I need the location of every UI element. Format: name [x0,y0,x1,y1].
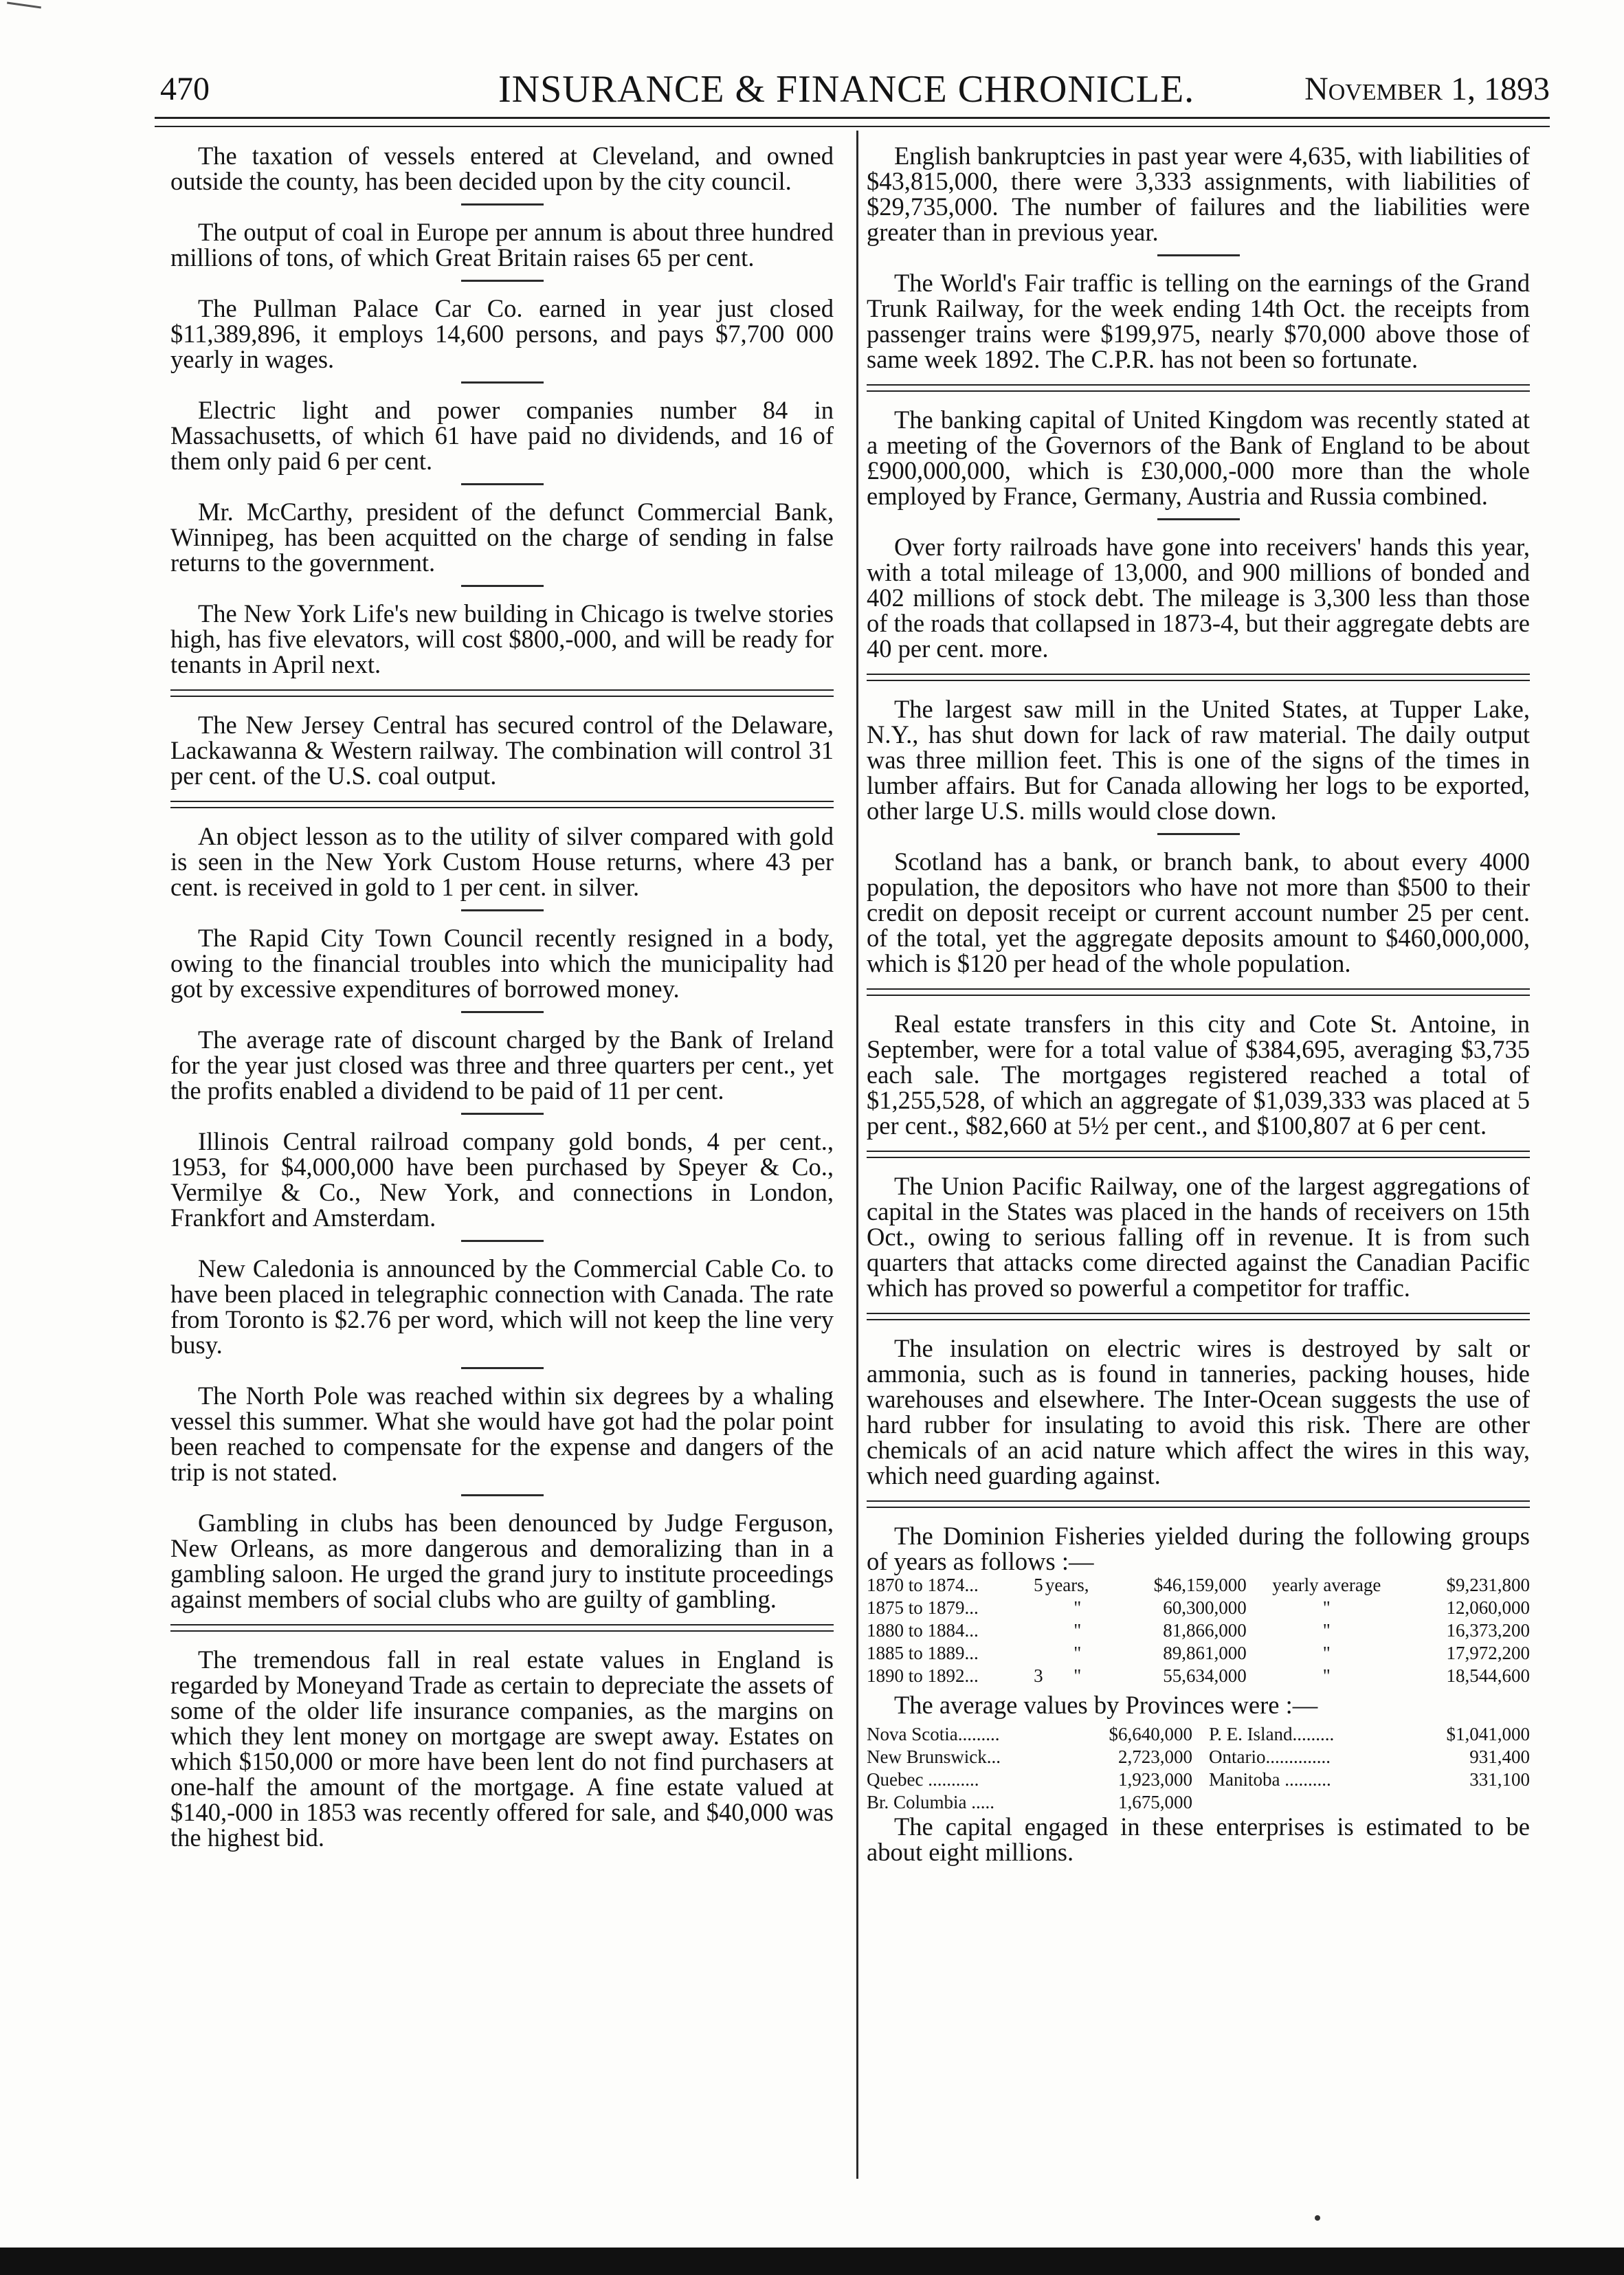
total-cell: $46,159,000 [1153,1575,1247,1595]
years-cell: 5 [1034,1575,1043,1595]
table-row [867,1597,1530,1619]
total-cell: 89,861,000 [1163,1643,1247,1663]
right-column [867,143,1530,1865]
province-value: 931,400 [1469,1746,1530,1767]
table-row [867,1768,1530,1791]
label-cell: " [1322,1620,1331,1641]
period-cell: 1870 to 1874... [867,1575,979,1595]
page-bottom-border [0,2248,1624,2275]
corner-mark [7,2,41,9]
news-item: The New York Life's new building in Chicago is twelve stories high, has five elevators, will cost $800,-000, and will be ready for tenants in April next. [170,599,834,678]
page-header [155,67,1550,122]
news-item: The tremendous fall in real estate values in England is regarded by Moneyand Trade as certain to depreciate the assets of some of the older life insurance companies, as the margins on which they lent money on mortgage are swept away. Estates on which $150,000 or more have been lent do not find purchasers at one-half the amount of the mortgage. A fine estate valued at $140,-000 in 1853 was recently offered for sale, and $40,000 was the highest bid. [170,1645,834,1852]
table-row [867,1723,1530,1746]
section-rule [867,1500,1530,1508]
fisheries-years-table [867,1574,1530,1687]
header-rule [155,117,1550,127]
average-cell: $9,231,800 [1446,1575,1530,1595]
news-item: The Pullman Palace Car Co. earned in year just closed $11,389,896, it employs 14,600 persons, and pays $7,700 000 yearly in wages. [170,294,834,373]
item-separator [461,1011,544,1013]
total-cell: 81,866,000 [1163,1620,1247,1641]
news-item: The Union Pacific Railway, one of the largest aggregations of capital in the States was placed in the hands of receivers on 15th Oct., owing to serious falling off in revenue. It is from such quarters that attacks come directed against the Canadian Pacific which has proved so powerful a competitor for traffic. [867,1172,1530,1302]
province-value [1405,1791,1530,1814]
average-cell: 12,060,000 [1446,1597,1530,1618]
total-cell: 55,634,000 [1163,1665,1247,1686]
item-separator [461,1113,544,1115]
news-item: Gambling in clubs has been denounced by Judge Ferguson, New Orleans, as more dangerous and demoralizing than in a gambling saloon. He urged the grand jury to institute proceedings against members of social clubs who are guilty of gambling. [170,1509,834,1613]
issue-date: November 1, 1893 [1304,71,1550,107]
section-rule [170,801,834,808]
period-cell: 1875 to 1879... [867,1597,979,1618]
news-item: Mr. McCarthy, president of the defunct Commercial Bank, Winnipeg, has been acquitted on the charge of sending in false returns to the government. [170,498,834,577]
news-item: The average rate of discount charged by the Bank of Ireland for the year just closed was three and three quarters per cent., yet the profits enabled a dividend to be paid of 11 per cent. [170,1025,834,1105]
news-item: The insulation on electric wires is destroyed by salt or ammonia, such as is found in tanneries, packing houses, hide warehouses and elsewhere. The Inter-Ocean suggests the use of hard rubber for insulating to avoid this risk. There are other chemicals of an acid nature which affect the wires in this way, which need guarding against. [867,1334,1530,1489]
table-row [867,1574,1530,1597]
publication-title: INSURANCE & FINANCE CHRONICLE. [498,68,1195,111]
province-name: P. E. Island......... [1209,1724,1335,1744]
item-separator [1157,518,1240,520]
province-name: New Brunswick... [867,1746,1001,1767]
years-cell: 3 [1034,1665,1043,1686]
label-cell: " [1322,1643,1331,1663]
period-cell: 1885 to 1889... [867,1643,979,1663]
news-item: The World's Fair traffic is telling on the earnings of the Grand Trunk Railway, for the week ending 14th Oct. the receipts from passenger trains were $199,975, nearly $70,000 above those of same week 1892. The C.P.R. has not been so fortunate. [867,269,1530,373]
news-item: The taxation of vessels entered at Cleveland, and owned outside the county, has been decided upon by the city council. [170,142,834,195]
average-cell: 17,972,200 [1446,1643,1530,1663]
left-column [170,143,834,1850]
period-cell: 1880 to 1884... [867,1620,979,1641]
section-rule [170,1624,834,1632]
years-cell [1032,1597,1045,1619]
news-item: The banking capital of United Kingdom was recently stated at a meeting of the Governors of the Bank of England to be about £900,000,000, which is £30,000,-000 more than the whole employed by France, Germany, Austria and Russia combined. [867,406,1530,510]
years-cell [1032,1619,1045,1642]
average-cell: 16,373,200 [1446,1620,1530,1641]
province-name: Ontario.............. [1209,1746,1331,1767]
label-cell: " [1322,1597,1331,1618]
province-value: 2,723,000 [1118,1746,1193,1767]
table-row [867,1619,1530,1642]
province-name: Br. Columbia ..... [867,1792,995,1812]
province-name: Nova Scotia......... [867,1724,1000,1744]
unit-cell: years, [1045,1575,1089,1595]
news-item: The largest saw mill in the United States, at Tupper Lake, N.Y., has shut down for lack of raw material. The daily output was three million feet. This is one of the signs of the times in lumber affairs. But for Canada allowing her logs to be exported, other large U.S. mills would close down. [867,695,1530,825]
news-item: Scotland has a bank, or branch bank, to about every 4000 population, the depositors who have not more than $500 to their credit on deposit receipt or current account number 25 per cent. of the total, yet the aggregate deposits amount to $460,000,000, which is $120 per head of the whole population. [867,847,1530,977]
item-separator [461,381,544,384]
section-rule [867,674,1530,681]
item-separator [461,585,544,587]
item-separator [1157,254,1240,256]
province-name: Manitoba .......... [1209,1769,1331,1790]
section-rule [867,1313,1530,1320]
item-separator [461,1367,544,1369]
section-rule [867,384,1530,392]
table-row [867,1642,1530,1665]
news-item: The North Pole was reached within six degrees by a whaling vessel this summer. What she would have got had the polar point been reached to compensate for the expense and dangers of the trip is not stated. [170,1381,834,1486]
label-cell: " [1322,1665,1331,1686]
news-item: Over forty railroads have gone into receivers' hands this year, with a total mileage of 13,000, and 900 millions of bonded and 402 millions of stock debt. The mileage is 3,300 less than those of the roads that collapsed in 1873-4, but their aggregate debts are 40 per cent. more. [867,533,1530,663]
ink-dot [1315,2215,1320,2221]
province-value: 1,923,000 [1118,1769,1193,1790]
table-row [867,1746,1530,1768]
provinces-intro: The average values by Provinces were :— [894,1691,1318,1719]
news-item: Electric light and power companies number 84 in Massachusetts, of which 61 have paid no dividends, and 16 of them only paid 6 per cent. [170,396,834,475]
fisheries-closing: The capital engaged in these enterprises is estimated to be about eight millions. [867,1812,1530,1866]
table-row [867,1665,1530,1687]
period-cell: 1890 to 1892... [867,1665,979,1686]
years-cell [1032,1642,1045,1665]
average-cell: 18,544,600 [1446,1665,1530,1686]
fisheries-intro: The Dominion Fisheries yielded during the following groups of years as follows :— [867,1522,1530,1575]
unit-cell: " [1074,1597,1082,1618]
province-value: 331,100 [1469,1769,1530,1790]
provinces-table [867,1723,1530,1814]
item-separator [461,203,544,206]
province-name [1192,1791,1405,1814]
column-divider [856,131,858,2179]
label-cell: yearly average [1272,1575,1381,1595]
item-separator [461,483,544,485]
news-item: English bankruptcies in past year were 4,635, with liabilities of $43,815,000, there were 3,333 assignments, with liabilities of $29,735,000. The number of failures and the liabilities were greater than in previous year. [867,142,1530,246]
item-separator [461,1240,544,1242]
section-rule [867,988,1530,996]
section-rule [170,689,834,697]
page-number: 470 [160,71,210,107]
news-item: New Caledonia is announced by the Commercial Cable Co. to have been placed in telegraphic connection with Canada. The rate from Toronto is $2.76 per word, which will not keep the line very busy. [170,1254,834,1359]
unit-cell: " [1074,1643,1082,1663]
unit-cell: " [1074,1620,1082,1641]
table-row [867,1791,1530,1814]
news-item: Illinois Central railroad company gold bonds, 4 per cent., 1953, for $4,000,000 have been purchased by Speyer & Co., Vermilye & Co., New York, and connections in London, Frankfort and Amsterdam. [170,1127,834,1232]
province-value: $1,041,000 [1446,1724,1530,1744]
unit-cell: " [1074,1665,1082,1686]
province-value: $6,640,000 [1109,1724,1193,1744]
total-cell: 60,300,000 [1163,1597,1247,1618]
item-separator [461,280,544,282]
fisheries-section [867,1523,1530,1865]
news-item: Real estate transfers in this city and Cote St. Antoine, in September, were for a total value of $384,695, averaging $3,735 each sale. The mortgages registered reached a total of $1,255,528, of which an aggregate of $1,039,333 was placed at 5 per cent., $82,660 at 5½ per cent., and $100,807 at 6 per cent. [867,1010,1530,1140]
news-item: The Rapid City Town Council recently resigned in a body, owing to the financial troubles into which the municipality had got by excessive expenditures of borrowed money. [170,924,834,1003]
news-item: An object lesson as to the utility of silver compared with gold is seen in the New York Custom House returns, where 43 per cent. is received in gold to 1 per cent. in silver. [170,822,834,901]
section-rule [867,1151,1530,1158]
news-item: The New Jersey Central has secured control of the Delaware, Lackawanna & Western railway. The combination will control 31 per cent. of the U.S. coal output. [170,711,834,790]
province-value: 1,675,000 [1118,1792,1193,1812]
item-separator [461,1494,544,1496]
province-name: Quebec ........... [867,1769,979,1790]
news-item: The output of coal in Europe per annum is about three hundred millions of tons, of which Great Britain raises 65 per cent. [170,218,834,271]
item-separator [1157,833,1240,835]
item-separator [461,909,544,911]
